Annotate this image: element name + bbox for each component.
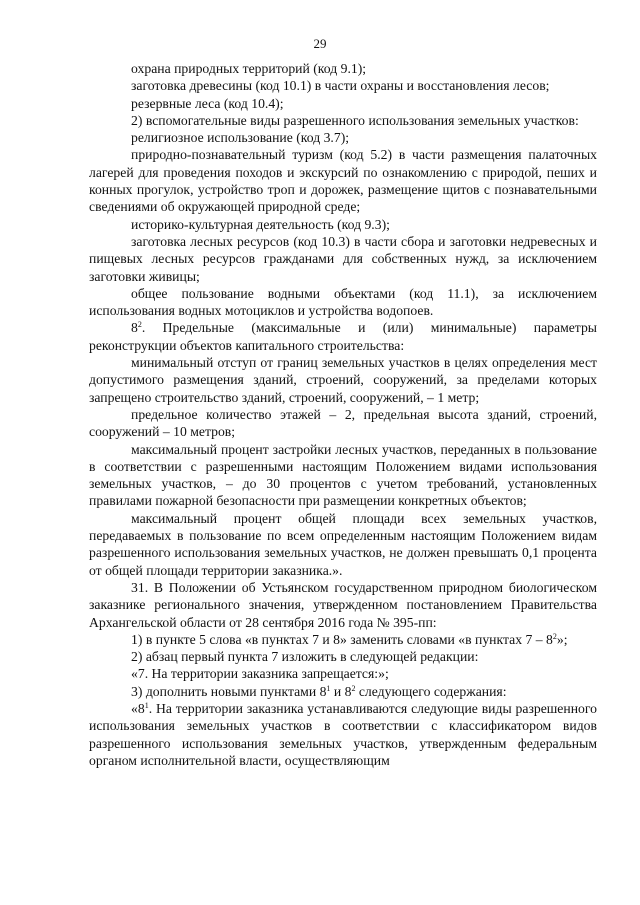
paragraph xyxy=(89,683,597,700)
superscript: 1 xyxy=(326,683,331,693)
paragraph-text: . На территории заказника устанавливаются следующие виды разрешенного использования земельных участков в соответствии с классификатором видов разрешенного использования земельных участков, утвержденным федеральным органом исполнительной власти, осуществляющим xyxy=(89,700,597,768)
paragraph: 31. В Положении об Устьянском государственном природном биологическом заказнике регионального значения, утвержденном постановлением Правительства Архангельской области от 28 сентября 2016 года № 395-пп: xyxy=(89,579,597,630)
paragraph-text: и 8 xyxy=(330,683,352,699)
document-body xyxy=(89,60,597,769)
paragraph-text: 1) в пункте 5 слова «в пунктах 7 и 8» заменить словами «в пунктах 7 – 8 xyxy=(131,631,553,647)
superscript: 2 xyxy=(552,631,557,641)
paragraph: охрана природных территорий (код 9.1); xyxy=(131,61,367,76)
paragraph: максимальный процент общей площади всех земельных участков, передаваемых в пользование по всем определенным настоящим Положением видам разрешенного использования земельных участков, не должен превышать 0,1 процента от общей площади территории заказника.». xyxy=(89,510,597,578)
superscript: 2 xyxy=(137,320,142,330)
paragraph: максимальный процент застройки лесных участков, переданных в пользование в соответствии с разрешенными настоящим Положением видами использования земельных участков, – до 30 процентов с учетом требований, установленных правилами пожарной безопасности при размещении конкретных объектов; xyxy=(89,441,597,509)
paragraph-text: . Предельные (максимальные и (или) минимальные) параметры реконструкции объектов капитального строительства: xyxy=(89,320,597,353)
paragraph-text: «8 xyxy=(131,700,145,716)
paragraph: историко-культурная деятельность (код 9.3); xyxy=(131,216,390,232)
paragraph: религиозное использование (код 3.7); xyxy=(131,130,350,146)
superscript: 1 xyxy=(144,700,149,710)
paragraph: заготовка древесины (код 10.1) в части охраны и восстановления лесов; xyxy=(131,78,550,94)
paragraph xyxy=(89,700,597,769)
paragraph: 2) абзац первый пункта 7 изложить в следующей редакции: xyxy=(131,649,479,665)
paragraph-text: 8 xyxy=(131,320,138,336)
paragraph: 2) вспомогательные виды разрешенного использования земельных участков: xyxy=(131,112,579,128)
paragraph xyxy=(89,319,597,354)
paragraph: заготовка лесных ресурсов (код 10.3) в части сбора и заготовки недревесных и пищевых лесных ресурсов гражданами для собственных нужд, за исключением заготовки живицы; xyxy=(89,233,597,284)
paragraph: резервные леса (код 10.4); xyxy=(131,95,284,111)
paragraph: общее пользование водными объектами (код 11.1), за исключением использования водных мотоциклов и устройства водопоев. xyxy=(89,285,597,319)
paragraph-text: следующего содержания: xyxy=(355,683,507,699)
paragraph-text: 3) дополнить новыми пунктами 8 xyxy=(131,683,327,699)
paragraph: природно-познавательный туризм (код 5.2) в части размещения палаточных лагерей для проведения походов и экскурсий по ознакомлению с природой, пеших и конных прогулок, устройство троп и дорожек, размещение щитов с познавательными сведениями об окружающей природной среде; xyxy=(89,147,597,215)
paragraph: «7. На территории заказника запрещается:»; xyxy=(131,666,389,682)
page-number: 29 xyxy=(313,36,327,51)
paragraph: минимальный отступ от границ земельных участков в целях определения мест допустимого размещения зданий, строений, сооружений, за пределами которых запрещено строительство зданий, строений, сооружений, – 1 метр; xyxy=(89,355,597,405)
paragraph: предельное количество этажей – 2, предельная высота зданий, строений, сооружений – 10 метров; xyxy=(89,406,597,440)
paragraph-text: »; xyxy=(556,631,568,647)
paragraph xyxy=(89,631,597,648)
superscript: 2 xyxy=(351,683,356,693)
